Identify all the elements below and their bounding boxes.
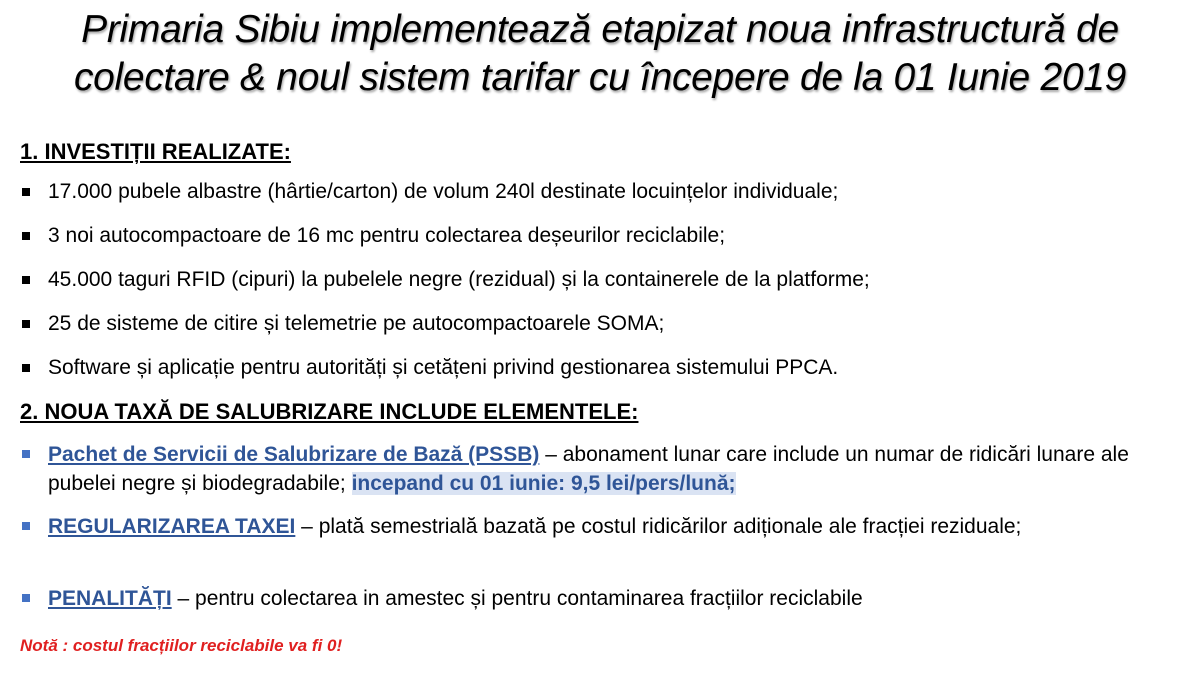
slide-title	[0, 6, 1200, 102]
square-bullet-icon	[22, 522, 30, 530]
list-item	[20, 354, 870, 398]
title-line-1: Primaria Sibiu implementează etapizat noua infrastructură de	[81, 8, 1119, 51]
title-line-2: colectare & noul sistem tarifar cu începere de la 01 Iunie 2019	[73, 56, 1127, 99]
square-bullet-icon	[22, 232, 30, 240]
square-bullet-icon	[22, 276, 30, 284]
square-bullet-icon	[22, 188, 30, 196]
square-bullet-icon	[22, 320, 30, 328]
section-2-heading: 2. NOUA TAXĂ DE SALUBRIZARE INCLUDE ELEMENTELE:	[20, 399, 639, 424]
list-item-text: 17.000 pubele albastre (hârtie/carton) de volum 240l destinate locuințelor individuale;	[48, 180, 839, 203]
list-item	[20, 584, 1180, 622]
list-item-text: 45.000 taguri RFID (cipuri) la pubelele negre (rezidual) și la containerele de la platforme;	[48, 268, 870, 291]
tax-elements-list	[20, 440, 1180, 622]
penalties-term: PENALITĂȚI	[48, 587, 172, 610]
list-item	[20, 512, 1180, 584]
list-item-text: 25 de sisteme de citire și telemetrie pe autocompactoarele SOMA;	[48, 312, 665, 335]
note-text: Notă : costul fracțiilor reciclabile va fi 0!	[20, 636, 343, 655]
square-bullet-icon	[22, 450, 30, 458]
list-item	[20, 440, 1180, 512]
regularization-description: – plată semestrială bazată pe costul ridicărilor adiționale ale fracției reziduale;	[295, 515, 1022, 538]
investments-list	[20, 178, 870, 398]
list-item	[20, 266, 870, 310]
pssb-term: Pachet de Servicii de Salubrizare de Bază (PSSB)	[48, 443, 540, 466]
list-item-text: Software și aplicație pentru autorități și cetățeni privind gestionarea sistemului PPCA.	[48, 356, 839, 379]
penalties-description: – pentru colectarea in amestec și pentru contaminarea fracțiilor reciclabile	[171, 587, 863, 610]
pssb-price-highlight: incepand cu 01 iunie: 9,5 lei/pers/lună;	[351, 472, 736, 495]
list-item-text: 3 noi autocompactoare de 16 mc pentru colectarea deșeurilor reciclabile;	[48, 224, 726, 247]
square-bullet-icon	[22, 594, 30, 602]
list-item	[20, 310, 870, 354]
section-1-heading: 1. INVESTIȚII REALIZATE:	[20, 139, 291, 164]
list-item	[20, 178, 870, 222]
square-bullet-icon	[22, 364, 30, 372]
regularization-term: REGULARIZAREA TAXEI	[48, 515, 296, 538]
list-item	[20, 222, 870, 266]
pssb-description: – abonament lunar care include un numar de ridicări lunare ale pubelei negre și biodegradabile;	[48, 443, 1129, 495]
